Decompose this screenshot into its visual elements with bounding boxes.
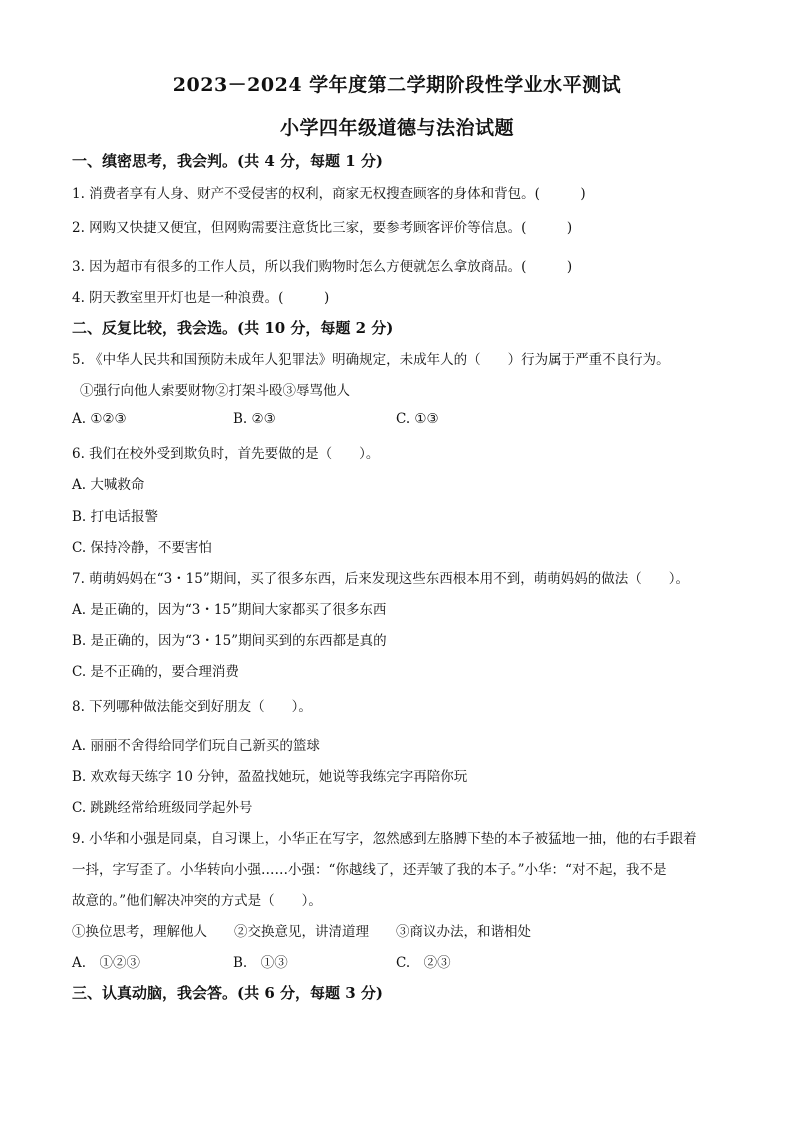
- question-6-option-a: A. 大喊救命: [72, 477, 145, 493]
- question-6-option-c: C. 保持冷静，不要害怕: [72, 540, 212, 556]
- question-5-items: ①强行向他人索要财物②打架斗殴③辱骂他人: [80, 383, 350, 399]
- question-6-stem: 6. 我们在校外受到欺负时，首先要做的是（ ）。: [72, 446, 380, 462]
- question-3: 3. 因为超市有很多的工作人员，所以我们购物时怎么方便就怎么拿放商品。( ): [72, 259, 573, 275]
- question-9-option-c: C. ②③: [396, 955, 451, 971]
- question-8-option-a: A. 丽丽不舍得给同学们玩自己新买的篮球: [72, 738, 320, 754]
- question-4: 4. 阴天教室里开灯也是一种浪费。( ): [72, 290, 330, 306]
- question-1: 1. 消费者享有人身、财产不受侵害的权利，商家无权搜查顾客的身体和背包。( ): [72, 186, 586, 202]
- question-9-line-2: 一抖，字写歪了。小华转向小强……小强：“你越线了，还弄皱了我的本子。”小华：“对不起，我不是: [72, 862, 667, 878]
- question-6-option-b: B. 打电话报警: [72, 509, 159, 525]
- question-9-line-3: 故意的。”他们解决冲突的方式是（ ）。: [72, 893, 322, 909]
- question-7-option-a: A. 是正确的，因为“3・15”期间大家都买了很多东西: [72, 602, 387, 618]
- question-8-stem: 8. 下列哪种做法能交到好朋友（ ）。: [72, 699, 312, 715]
- exam-subtitle: 小学四年级道德与法治试题: [279, 117, 514, 139]
- question-9-items: ①换位思考，理解他人 ②交换意见，讲清道理 ③商议办法，和谐相处: [72, 924, 531, 940]
- question-9-line-1: 9. 小华和小强是同桌，自习课上，小华正在写字，忽然感到左胳膊下垫的本子被猛地一抽，他的右手跟着: [72, 831, 697, 847]
- question-5-option-a: A. ①②③: [72, 411, 127, 427]
- question-9-option-b: B. ①③: [233, 955, 288, 971]
- section-1-heading: 一、缜密思考，我会判。(共 4 分，每题 1 分): [72, 152, 383, 170]
- question-5-option-c: C. ①③: [396, 411, 439, 427]
- question-2: 2. 网购又快捷又便宜，但网购需要注意货比三家，要参考顾客评价等信息。( ): [72, 220, 573, 236]
- section-3-heading: 三、认真动脑，我会答。(共 6 分，每题 3 分): [72, 984, 383, 1002]
- question-8-option-b: B. 欢欢每天练字 10 分钟，盈盈找她玩，她说等我练完字再陪你玩: [72, 769, 468, 785]
- question-7-option-c: C. 是不正确的，要合理消费: [72, 664, 239, 680]
- question-5-option-b: B. ②③: [233, 411, 276, 427]
- section-2-heading: 二、反复比较，我会选。(共 10 分，每题 2 分): [72, 319, 394, 337]
- question-9-option-a: A. ①②③: [72, 955, 141, 971]
- exam-title: 2023－2024 学年度第二学期阶段性学业水平测试: [172, 74, 622, 96]
- question-5-stem: 5. 《中华人民共和国预防未成年人犯罪法》明确规定，未成年人的（ ）行为属于严重不良行为。: [72, 352, 670, 368]
- question-7-stem: 7. 萌萌妈妈在“3・15”期间，买了很多东西，后来发现这些东西根本用不到，萌萌妈妈的做法（ ）。: [72, 571, 689, 587]
- question-7-option-b: B. 是正确的，因为“3・15”期间买到的东西都是真的: [72, 633, 387, 649]
- question-8-option-c: C. 跳跳经常给班级同学起外号: [72, 800, 253, 816]
